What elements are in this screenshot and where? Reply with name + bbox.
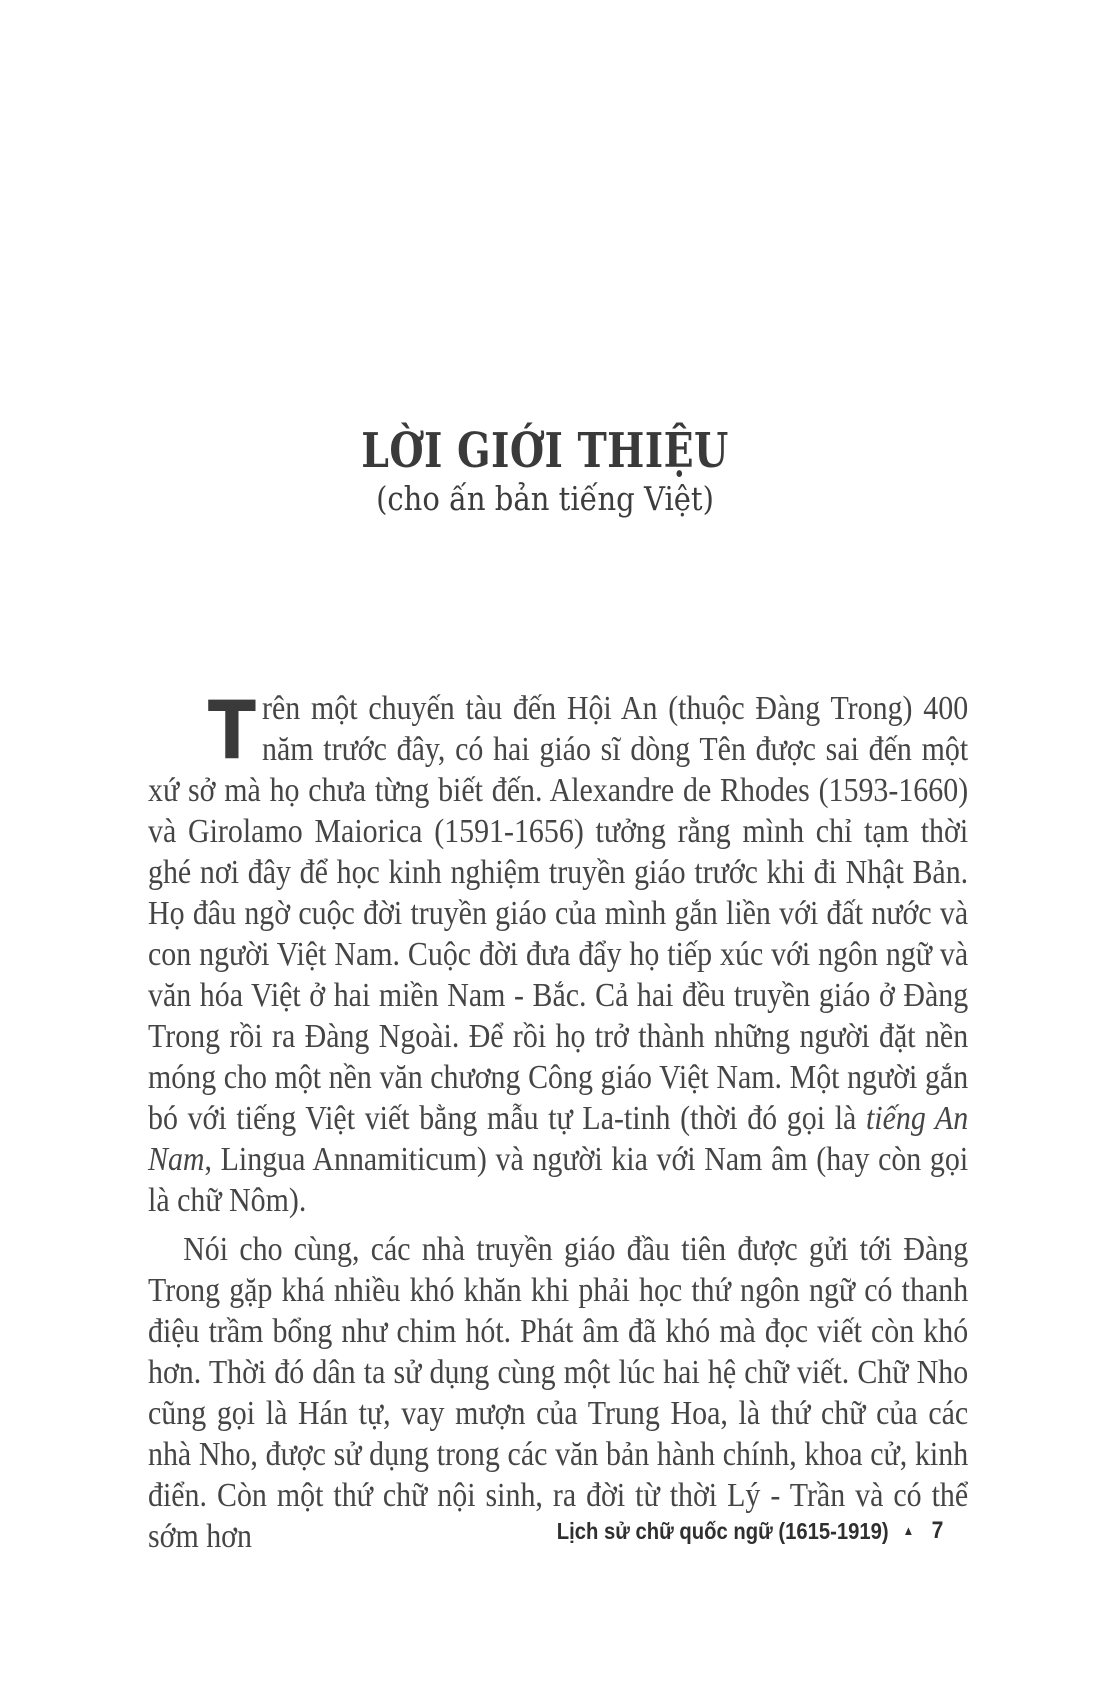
triangle-up-icon: ▲ — [902, 1523, 914, 1538]
paragraph-1-text: rên một chuyến tàu đến Hội An (thuộc Đàng Trong) 400 năm trước đây, có hai giáo sĩ dòng Tên được sai đến một xứ sở mà họ chưa từng biết đến. Alexandre de Rhodes (1593-1660) và Girolamo Maiorica (1591-1656) tưởng rằng mình chỉ tạm thời ghé nơi đây để học kinh nghiệm truyền giáo trước khi đi Nhật Bản. Họ đâu ngờ cuộc đời truyền giáo của mình gắn liền với đất nước và con người Việt Nam. Cuộc đời đưa đẩy họ tiếp xúc với ngôn ngữ và văn hóa Việt ở hai miền Nam - Bắc. Cả hai đều truyền giáo ở Đàng Trong rồi ra Đàng Ngoài. Để rồi họ trở thành những người đặt nền móng cho một nền văn chương Công giáo Việt Nam. Một người gắn bó với tiếng Việt viết bằng mẫu tự La-tinh (thời đó gọi là — [148, 690, 969, 1137]
page-footer — [556, 1518, 943, 1544]
drop-cap: T — [207, 684, 256, 777]
paragraph-1-italic-phrase: tiếng An Nam — [148, 1100, 969, 1178]
chapter-subtitle: (cho ấn bản tiếng Việt) — [376, 479, 714, 518]
paragraph-2: Nói cho cùng, các nhà truyền giáo đầu tiên được gửi tới Đàng Trong gặp khá nhiều khó khăn khi phải học thứ ngôn ngữ có thanh điệu trầm bổng như chim hót. Phát âm đã khó mà đọc viết còn khó hơn. Thời đó dân ta sử dụng cùng một lúc hai hệ chữ viết. Chữ Nho cũng gọi là Hán tự, vay mượn của Trung Hoa, là thứ chữ của các nhà Nho, được sử dụng trong các văn bản hành chính, khoa cử, kinh điển. Còn một thứ chữ nội sinh, ra đời từ thời Lý - Trần và có thể sớm hơn — [148, 1231, 969, 1555]
paragraph-1 — [148, 684, 969, 1221]
chapter-title: LỜI GIỚI THIỆU — [361, 423, 729, 480]
paragraph-1-text-end: , Lingua Annamiticum) và người kia với Nam âm (hay còn gọi là chữ Nôm). — [148, 1141, 969, 1219]
footer-book-title: Lịch sử chữ quốc ngữ (1615-1919) — [556, 1518, 889, 1544]
footer-page-number: 7 — [931, 1517, 943, 1544]
body-text-block — [148, 684, 969, 1557]
